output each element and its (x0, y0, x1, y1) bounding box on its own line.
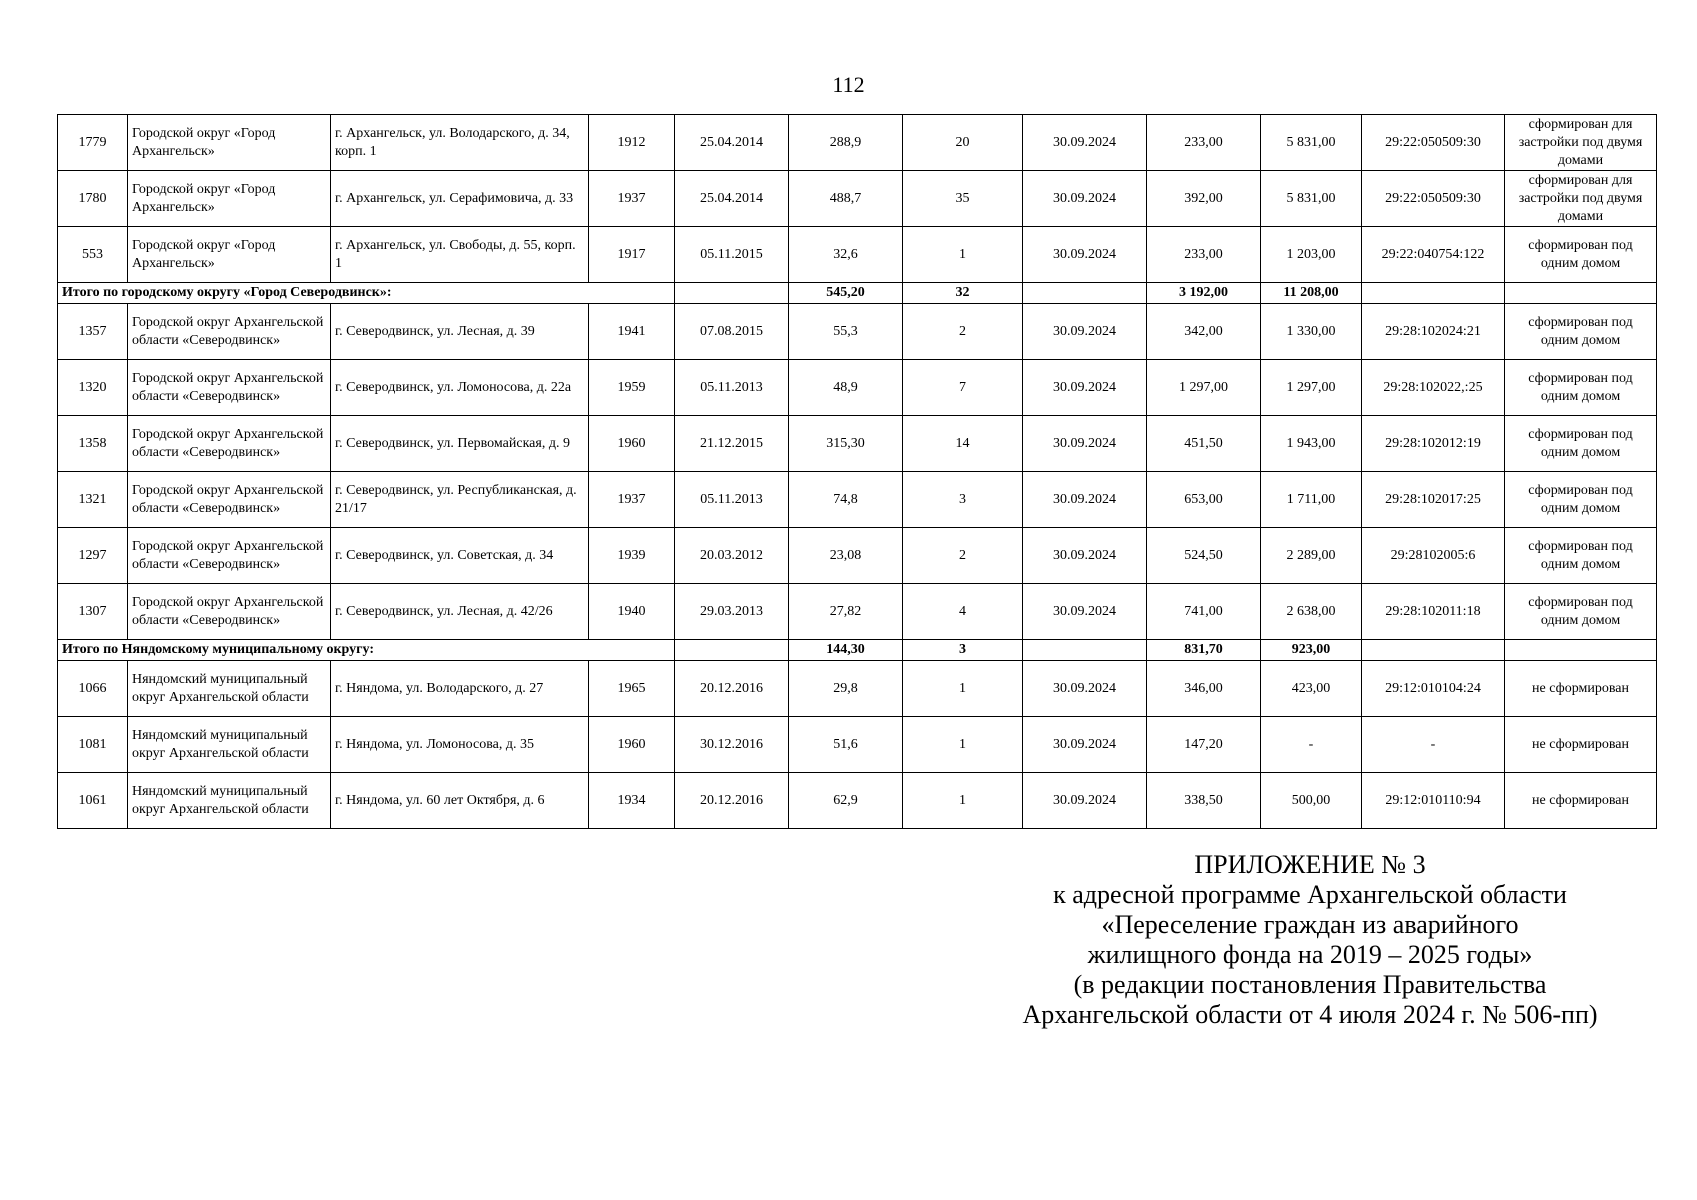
area-cell: 315,30 (789, 416, 903, 472)
land-status-cell: не сформирован (1505, 661, 1657, 717)
cadastral-number-cell: - (1362, 717, 1505, 773)
cadastral-number-cell: 29:28:102012:19 (1362, 416, 1505, 472)
area-cell: 488,7 (789, 171, 903, 227)
persons-cell: 2 (903, 528, 1023, 584)
row-number: 1307 (58, 584, 128, 640)
persons-cell: 1 (903, 717, 1023, 773)
date-cell: 07.08.2015 (675, 304, 789, 360)
table-row (58, 584, 1657, 640)
subtotal-row (58, 283, 1657, 304)
table-row (58, 528, 1657, 584)
row-number: 1321 (58, 472, 128, 528)
municipality-cell: Городской округ Архангельской области «Северодвинск» (128, 304, 331, 360)
address-cell: г. Няндома, ул. 60 лет Октября, д. 6 (331, 773, 589, 829)
value2-cell: 5 831,00 (1261, 171, 1362, 227)
area-cell: 27,82 (789, 584, 903, 640)
subtotal-persons: 32 (903, 283, 1023, 304)
subtotal-persons: 3 (903, 640, 1023, 661)
municipality-cell: Городской округ «Город Архангельск» (128, 227, 331, 283)
address-cell: г. Архангельск, ул. Володарского, д. 34, корп. 1 (331, 115, 589, 171)
municipality-cell: Городской округ Архангельской области «Северодвинск» (128, 360, 331, 416)
table-row (58, 472, 1657, 528)
subtotal-value2: 923,00 (1261, 640, 1362, 661)
municipality-cell: Городской округ «Город Архангельск» (128, 115, 331, 171)
value2-cell: 5 831,00 (1261, 115, 1362, 171)
address-cell: г. Архангельск, ул. Свободы, д. 55, корп. 1 (331, 227, 589, 283)
date-cell: 20.12.2016 (675, 773, 789, 829)
area-cell: 51,6 (789, 717, 903, 773)
value2-cell: 423,00 (1261, 661, 1362, 717)
area-cell: 74,8 (789, 472, 903, 528)
value2-cell: 2 289,00 (1261, 528, 1362, 584)
deadline-cell: 30.09.2024 (1023, 472, 1147, 528)
persons-cell: 1 (903, 227, 1023, 283)
empty-cell (1362, 640, 1505, 661)
year-cell: 1937 (589, 472, 675, 528)
year-cell: 1939 (589, 528, 675, 584)
land-status-cell: не сформирован (1505, 717, 1657, 773)
land-status-cell: сформирован под одним домом (1505, 416, 1657, 472)
cadastral-number-cell: 29:28:102017:25 (1362, 472, 1505, 528)
cadastral-number-cell: 29:28:102011:18 (1362, 584, 1505, 640)
date-cell: 21.12.2015 (675, 416, 789, 472)
date-cell: 05.11.2013 (675, 472, 789, 528)
table-row (58, 227, 1657, 283)
persons-cell: 1 (903, 661, 1023, 717)
empty-cell (1505, 640, 1657, 661)
year-cell: 1940 (589, 584, 675, 640)
land-status-cell: сформирован для застройки под двумя домами (1505, 115, 1657, 171)
subtotal-label: Итого по Няндомскому муниципальному округу: (58, 640, 675, 661)
address-cell: г. Няндома, ул. Ломоносова, д. 35 (331, 717, 589, 773)
subtotal-area: 144,30 (789, 640, 903, 661)
row-number: 1081 (58, 717, 128, 773)
value2-cell: 1 297,00 (1261, 360, 1362, 416)
area-cell: 62,9 (789, 773, 903, 829)
area-cell: 55,3 (789, 304, 903, 360)
value2-cell: 1 711,00 (1261, 472, 1362, 528)
cadastral-number-cell: 29:22:050509:30 (1362, 171, 1505, 227)
deadline-cell: 30.09.2024 (1023, 360, 1147, 416)
year-cell: 1960 (589, 416, 675, 472)
deadline-cell: 30.09.2024 (1023, 416, 1147, 472)
date-cell: 20.12.2016 (675, 661, 789, 717)
area-cell: 29,8 (789, 661, 903, 717)
persons-cell: 4 (903, 584, 1023, 640)
table-row (58, 661, 1657, 717)
cadastral-number-cell: 29:28102005:6 (1362, 528, 1505, 584)
municipality-cell: Городской округ Архангельской области «Северодвинск» (128, 584, 331, 640)
subtotal-value1: 3 192,00 (1147, 283, 1261, 304)
deadline-cell: 30.09.2024 (1023, 227, 1147, 283)
value1-cell: 233,00 (1147, 115, 1261, 171)
value2-cell: 500,00 (1261, 773, 1362, 829)
value1-cell: 147,20 (1147, 717, 1261, 773)
area-cell: 288,9 (789, 115, 903, 171)
row-number: 1358 (58, 416, 128, 472)
address-cell: г. Северодвинск, ул. Ломоносова, д. 22а (331, 360, 589, 416)
year-cell: 1937 (589, 171, 675, 227)
cadastral-number-cell: 29:22:040754:122 (1362, 227, 1505, 283)
year-cell: 1934 (589, 773, 675, 829)
subtotal-value1: 831,70 (1147, 640, 1261, 661)
address-cell: г. Северодвинск, ул. Лесная, д. 39 (331, 304, 589, 360)
appendix-title: ПРИЛОЖЕНИЕ № 3 (1194, 850, 1426, 879)
area-cell: 32,6 (789, 227, 903, 283)
appendix-line: Архангельской области от 4 июля 2024 г. № 506-пп) (1022, 1000, 1598, 1029)
land-status-cell: сформирован под одним домом (1505, 227, 1657, 283)
cadastral-number-cell: 29:28:102022,:25 (1362, 360, 1505, 416)
deadline-cell: 30.09.2024 (1023, 717, 1147, 773)
deadline-cell: 30.09.2024 (1023, 528, 1147, 584)
table-row (58, 773, 1657, 829)
empty-cell (1023, 283, 1147, 304)
appendix-line: (в редакции постановления Правительства (1073, 970, 1547, 999)
area-cell: 48,9 (789, 360, 903, 416)
row-number: 1779 (58, 115, 128, 171)
table-row (58, 360, 1657, 416)
year-cell: 1912 (589, 115, 675, 171)
empty-cell (675, 283, 789, 304)
empty-cell (675, 640, 789, 661)
row-number: 553 (58, 227, 128, 283)
appendix-line: «Переселение граждан из аварийного (1101, 910, 1519, 939)
land-status-cell: сформирован для застройки под двумя домами (1505, 171, 1657, 227)
appendix-block (960, 850, 1660, 1030)
persons-cell: 20 (903, 115, 1023, 171)
row-number: 1320 (58, 360, 128, 416)
table-row (58, 717, 1657, 773)
subtotal-area: 545,20 (789, 283, 903, 304)
value2-cell: 1 943,00 (1261, 416, 1362, 472)
persons-cell: 3 (903, 472, 1023, 528)
municipality-cell: Городской округ «Город Архангельск» (128, 171, 331, 227)
land-status-cell: сформирован под одним домом (1505, 472, 1657, 528)
row-number: 1066 (58, 661, 128, 717)
persons-cell: 14 (903, 416, 1023, 472)
value1-cell: 524,50 (1147, 528, 1261, 584)
address-cell: г. Северодвинск, ул. Лесная, д. 42/26 (331, 584, 589, 640)
persons-cell: 7 (903, 360, 1023, 416)
table-row (58, 304, 1657, 360)
page-number: 112 (832, 72, 865, 97)
date-cell: 20.03.2012 (675, 528, 789, 584)
address-cell: г. Северодвинск, ул. Республиканская, д. 21/17 (331, 472, 589, 528)
empty-cell (1023, 640, 1147, 661)
row-number: 1357 (58, 304, 128, 360)
value1-cell: 741,00 (1147, 584, 1261, 640)
value1-cell: 346,00 (1147, 661, 1261, 717)
empty-cell (1362, 283, 1505, 304)
deadline-cell: 30.09.2024 (1023, 115, 1147, 171)
municipality-cell: Няндомский муниципальный округ Архангельской области (128, 717, 331, 773)
date-cell: 05.11.2015 (675, 227, 789, 283)
date-cell: 25.04.2014 (675, 171, 789, 227)
persons-cell: 1 (903, 773, 1023, 829)
cadastral-number-cell: 29:22:050509:30 (1362, 115, 1505, 171)
area-cell: 23,08 (789, 528, 903, 584)
municipality-cell: Городской округ Архангельской области «Северодвинск» (128, 528, 331, 584)
year-cell: 1917 (589, 227, 675, 283)
subtotal-row (58, 640, 1657, 661)
value1-cell: 653,00 (1147, 472, 1261, 528)
appendix-line: жилищного фонда на 2019 – 2025 годы» (1087, 940, 1533, 969)
year-cell: 1960 (589, 717, 675, 773)
address-cell: г. Северодвинск, ул. Советская, д. 34 (331, 528, 589, 584)
cadastral-number-cell: 29:12:010104:24 (1362, 661, 1505, 717)
year-cell: 1965 (589, 661, 675, 717)
date-cell: 29.03.2013 (675, 584, 789, 640)
row-number: 1297 (58, 528, 128, 584)
row-number: 1780 (58, 171, 128, 227)
cadastral-number-cell: 29:28:102024:21 (1362, 304, 1505, 360)
table-body (58, 115, 1657, 829)
date-cell: 30.12.2016 (675, 717, 789, 773)
table-row (58, 171, 1657, 227)
table-row (58, 416, 1657, 472)
subtotal-label: Итого по городскому округу «Город Северодвинск»: (58, 283, 675, 304)
deadline-cell: 30.09.2024 (1023, 584, 1147, 640)
table-row (58, 115, 1657, 171)
value1-cell: 338,50 (1147, 773, 1261, 829)
value1-cell: 1 297,00 (1147, 360, 1261, 416)
address-cell: г. Няндома, ул. Володарского, д. 27 (331, 661, 589, 717)
deadline-cell: 30.09.2024 (1023, 661, 1147, 717)
empty-cell (1505, 283, 1657, 304)
deadline-cell: 30.09.2024 (1023, 773, 1147, 829)
land-status-cell: сформирован под одним домом (1505, 360, 1657, 416)
land-status-cell: сформирован под одним домом (1505, 528, 1657, 584)
value1-cell: 342,00 (1147, 304, 1261, 360)
value2-cell: 1 330,00 (1261, 304, 1362, 360)
persons-cell: 35 (903, 171, 1023, 227)
value2-cell: 2 638,00 (1261, 584, 1362, 640)
deadline-cell: 30.09.2024 (1023, 304, 1147, 360)
row-number: 1061 (58, 773, 128, 829)
deadline-cell: 30.09.2024 (1023, 171, 1147, 227)
year-cell: 1941 (589, 304, 675, 360)
land-status-cell: сформирован под одним домом (1505, 304, 1657, 360)
value1-cell: 233,00 (1147, 227, 1261, 283)
land-status-cell: сформирован под одним домом (1505, 584, 1657, 640)
cadastral-number-cell: 29:12:010110:94 (1362, 773, 1505, 829)
subtotal-value2: 11 208,00 (1261, 283, 1362, 304)
value2-cell: - (1261, 717, 1362, 773)
land-status-cell: не сформирован (1505, 773, 1657, 829)
municipality-cell: Городской округ Архангельской области «Северодвинск» (128, 472, 331, 528)
municipality-cell: Городской округ Архангельской области «Северодвинск» (128, 416, 331, 472)
address-cell: г. Северодвинск, ул. Первомайская, д. 9 (331, 416, 589, 472)
municipality-cell: Няндомский муниципальный округ Архангельской области (128, 773, 331, 829)
date-cell: 05.11.2013 (675, 360, 789, 416)
municipality-cell: Няндомский муниципальный округ Архангельской области (128, 661, 331, 717)
year-cell: 1959 (589, 360, 675, 416)
persons-cell: 2 (903, 304, 1023, 360)
value1-cell: 392,00 (1147, 171, 1261, 227)
address-cell: г. Архангельск, ул. Серафимовича, д. 33 (331, 171, 589, 227)
appendix-line: к адресной программе Архангельской области (1053, 880, 1567, 909)
value1-cell: 451,50 (1147, 416, 1261, 472)
value2-cell: 1 203,00 (1261, 227, 1362, 283)
housing-register-table (57, 114, 1657, 829)
date-cell: 25.04.2014 (675, 115, 789, 171)
